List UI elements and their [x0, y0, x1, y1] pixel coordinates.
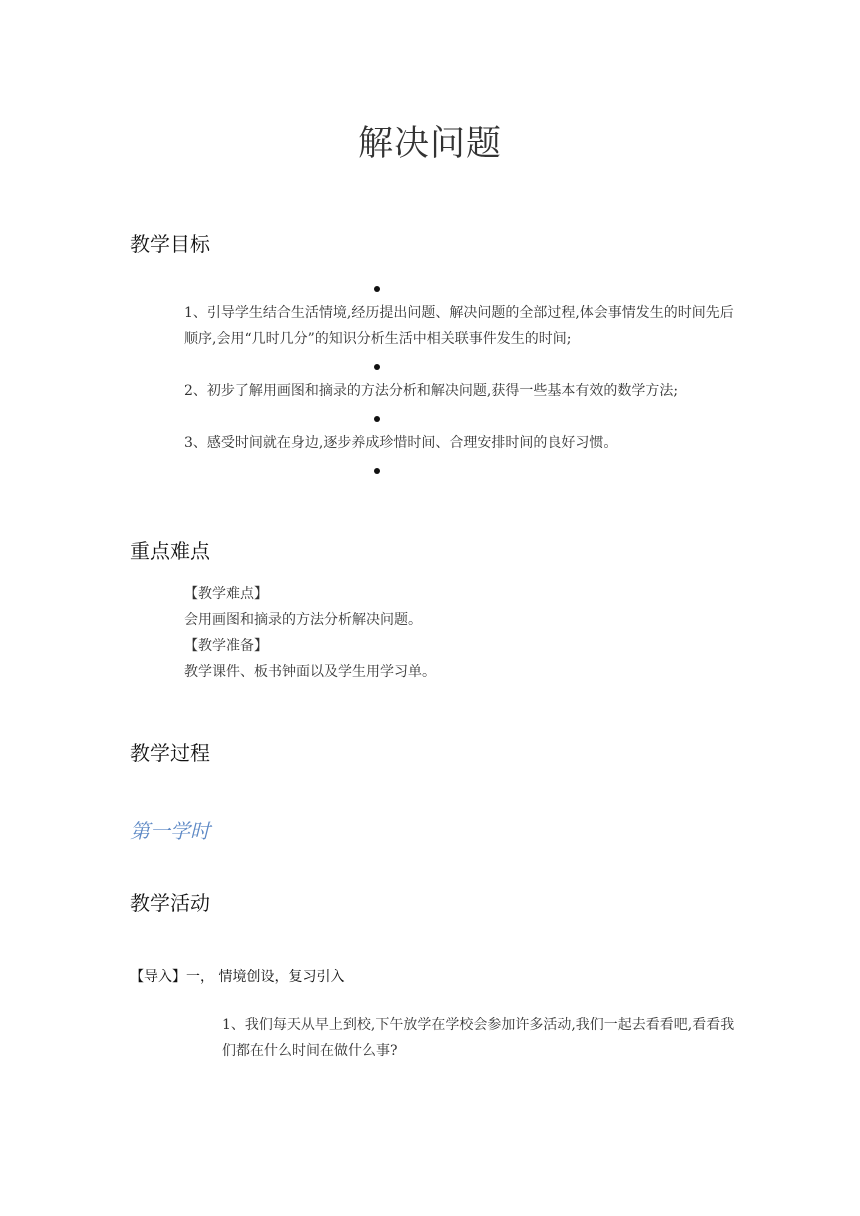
page-title: 解决问题 [357, 124, 502, 164]
bullet-marker [374, 286, 380, 292]
difficulty-label: 【教学难点】 [184, 586, 268, 602]
lesson-heading: 第一学时 [130, 819, 210, 843]
objectives-heading: 教学目标 [130, 232, 210, 256]
bullet-marker [374, 364, 380, 370]
bullet-marker [374, 468, 380, 474]
objective-item-1: 1、引导学生结合生活情境,经历提出问题、解决问题的全部过程,体会事情发生的时间先后顺序,会用“几时几分”的知识分析生活中相关联事件发生的时间; [184, 305, 734, 347]
objective-item-2: 2、初步了解用画图和摘录的方法分析和解决问题,获得一些基本有效的数学方法; [184, 383, 679, 399]
preparation-label: 【教学准备】 [184, 638, 268, 654]
key-points-heading: 重点难点 [130, 539, 210, 563]
difficulty-text: 会用画图和摘录的方法分析解决问题。 [184, 612, 422, 628]
intro-text: 1、我们每天从早上到校,下午放学在学校会参加许多活动,我们一起去看看吧,看看我们都在什么时间在做什么事? [222, 1017, 735, 1059]
preparation-text: 教学课件、板书钟面以及学生用学习单。 [184, 664, 436, 680]
intro-line: 【导入】一， 情境创设，复习引入 [130, 969, 345, 985]
activity-heading: 教学活动 [130, 891, 210, 915]
bullet-marker [374, 416, 380, 422]
process-heading: 教学过程 [130, 741, 210, 765]
objective-item-3: 3、感受时间就在身边,逐步养成珍惜时间、合理安排时间的良好习惯。 [184, 435, 618, 451]
